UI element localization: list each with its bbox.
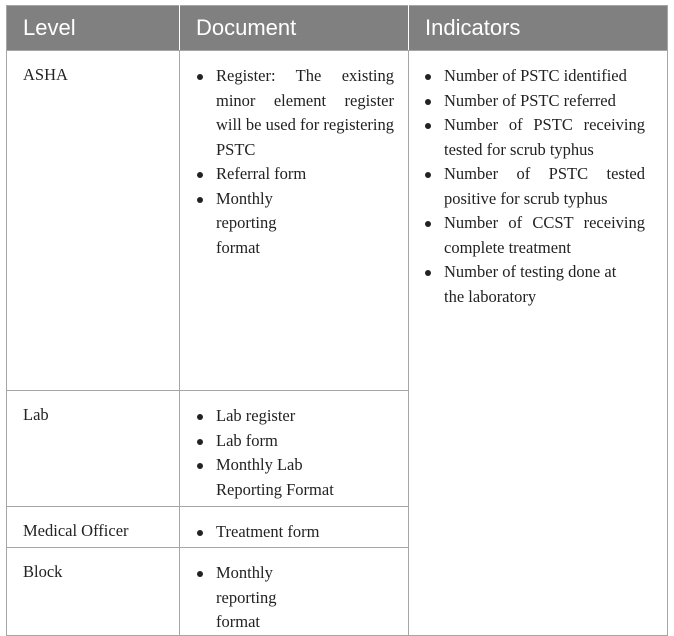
level-cell [7,548,180,636]
indicator-item: Number of testing done at the laboratory [424,260,645,309]
document-item: Register: The existing minor element register will be used for registering PSTC [196,64,394,162]
level-cell [7,391,180,507]
document-item: Referral form [196,162,394,187]
document-list [180,507,408,545]
document-cell [180,51,409,391]
document-item: Monthly reporting format [196,561,394,635]
header-indicators: Indicators [409,6,668,51]
document-list [180,548,408,635]
indicator-item: Number of PSTC referred [424,89,645,114]
document-cell [180,391,409,507]
indicator-item: Number of PSTC tested positive for scrub typhus [424,162,645,211]
indicators-cell [409,51,668,636]
level-cell [7,51,180,391]
document-cell [180,507,409,548]
document-list [180,391,408,502]
indicator-table [6,5,668,636]
level-label: Block [23,562,63,581]
document-list [180,51,408,260]
level-label: Medical Officer [23,521,129,540]
document-item: Treatment form [196,520,394,545]
header-document: Document [180,6,409,51]
indicator-item: Number of PSTC receiving tested for scrub typhus [424,113,645,162]
indicator-item: Number of CCST receiving complete treatment [424,211,645,260]
level-cell [7,507,180,548]
indicator-item: Number of PSTC identified [424,64,645,89]
document-cell [180,548,409,636]
level-label: Lab [23,405,49,424]
header-row [7,6,668,51]
document-item: Lab form [196,429,394,454]
indicators-list [409,51,667,309]
level-label: ASHA [23,65,68,84]
document-item: Monthly reporting format [196,187,394,261]
table-row-asha [7,51,668,391]
header-level: Level [7,6,180,51]
document-item: Lab register [196,404,394,429]
document-item: Monthly Lab Reporting Format [196,453,394,502]
